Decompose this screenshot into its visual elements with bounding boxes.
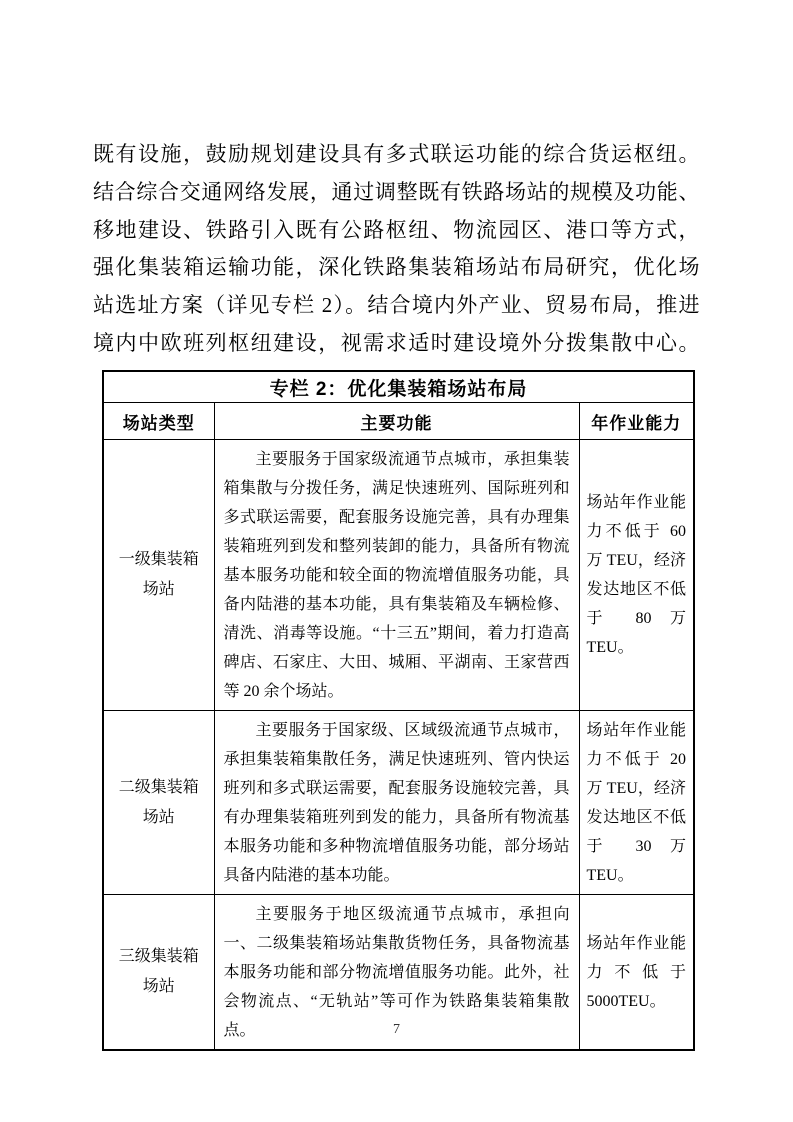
- container-station-layout-table: [102, 370, 695, 1051]
- col-header-main-function: 主要功能: [214, 403, 579, 440]
- annual-capacity-cell: [579, 440, 694, 711]
- main-function-text: 主要服务于国家级、区域级流通节点城市，承担集装箱集散任务，满足快速班列、管内快运班列和多式联运需要，配套服务设施较完善，具有办理集装箱班列到发的能力，具备所有物流基本服务功能和多种物流增值服务功能，部分场站具备内陆港的基本功能。: [223, 722, 570, 884]
- table-row-level2-station: [103, 711, 694, 895]
- annual-capacity-text: 场站年作业能力不低于 5000TEU。: [586, 934, 687, 1010]
- station-type-line: 一级集装箱: [118, 551, 199, 568]
- annual-capacity-cell: [579, 711, 694, 895]
- col-header-annual-capacity: 年作业能力: [579, 403, 694, 440]
- station-type-line: 场站: [142, 978, 175, 995]
- station-type-line: 场站: [142, 581, 175, 598]
- paragraph-line: 站选址方案（详见专栏 2）。结合境内外产业、贸易布局，推进: [93, 293, 700, 318]
- annual-capacity-text: 场站年作业能力不低于 60 万 TEU，经济发达地区不低于 80 万 TEU。: [586, 494, 687, 656]
- table-header-row: [103, 403, 694, 440]
- main-function-text: 主要服务于国家级流通节点城市，承担集装箱集散与分拨任务，满足快速班列、国际班列和多式联运需要，配套服务设施完善，具有办理集装箱班列到发和整列装卸的能力，具备所有物流基本服务功能和较全面的物流增值服务功能，具备内陆港的基本功能，具有集装箱及车辆检修、清洗、消毒等设施。“十三五”期间，着力打造高碑店、石家庄、大田、城厢、平湖南、王家营西等 20 余个场站。: [223, 451, 570, 700]
- main-function-cell: [214, 711, 579, 895]
- col-header-station-type: 场站类型: [103, 403, 214, 440]
- station-type-line: 二级集装箱: [118, 778, 199, 796]
- main-function-text: 主要服务于地区级流通节点城市，承担向一、二级集装箱场站集散货物任务，具备物流基本服务功能和部分物流增值服务功能。此外，社会物流点、“无轨站”等可作为铁路集装箱集散点。: [223, 906, 570, 1039]
- annual-capacity-text: 场站年作业能力不低于 20 万 TEU，经济发达地区不低于 30 万 TEU。: [586, 721, 687, 884]
- table-row-level1-station: [103, 440, 694, 711]
- table-title: 专栏 2：优化集装箱场站布局: [103, 371, 694, 403]
- body-paragraph: [93, 136, 700, 363]
- page-number: 7: [393, 1022, 400, 1037]
- main-function-cell: [214, 440, 579, 711]
- table-title-row: [103, 371, 694, 403]
- paragraph-line: 强化集装箱运输功能，深化铁路集装箱场站布局研究，优化场: [93, 255, 700, 280]
- paragraph-line: 结合综合交通网络发展，通过调整既有铁路场站的规模及功能、: [93, 179, 700, 204]
- station-type-line: 三级集装箱: [118, 948, 199, 965]
- station-type-cell: [103, 440, 214, 711]
- paragraph-line: 既有设施，鼓励规划建设具有多式联运功能的综合货运枢纽。: [93, 142, 700, 166]
- station-type-cell: [103, 711, 214, 895]
- station-type-line: 场站: [142, 808, 175, 826]
- paragraph-line: 移地建设、铁路引入既有公路枢纽、物流园区、港口等方式，: [93, 217, 700, 242]
- paragraph-line: 境内中欧班列枢纽建设，视需求适时建设境外分拨集散中心。: [93, 330, 700, 355]
